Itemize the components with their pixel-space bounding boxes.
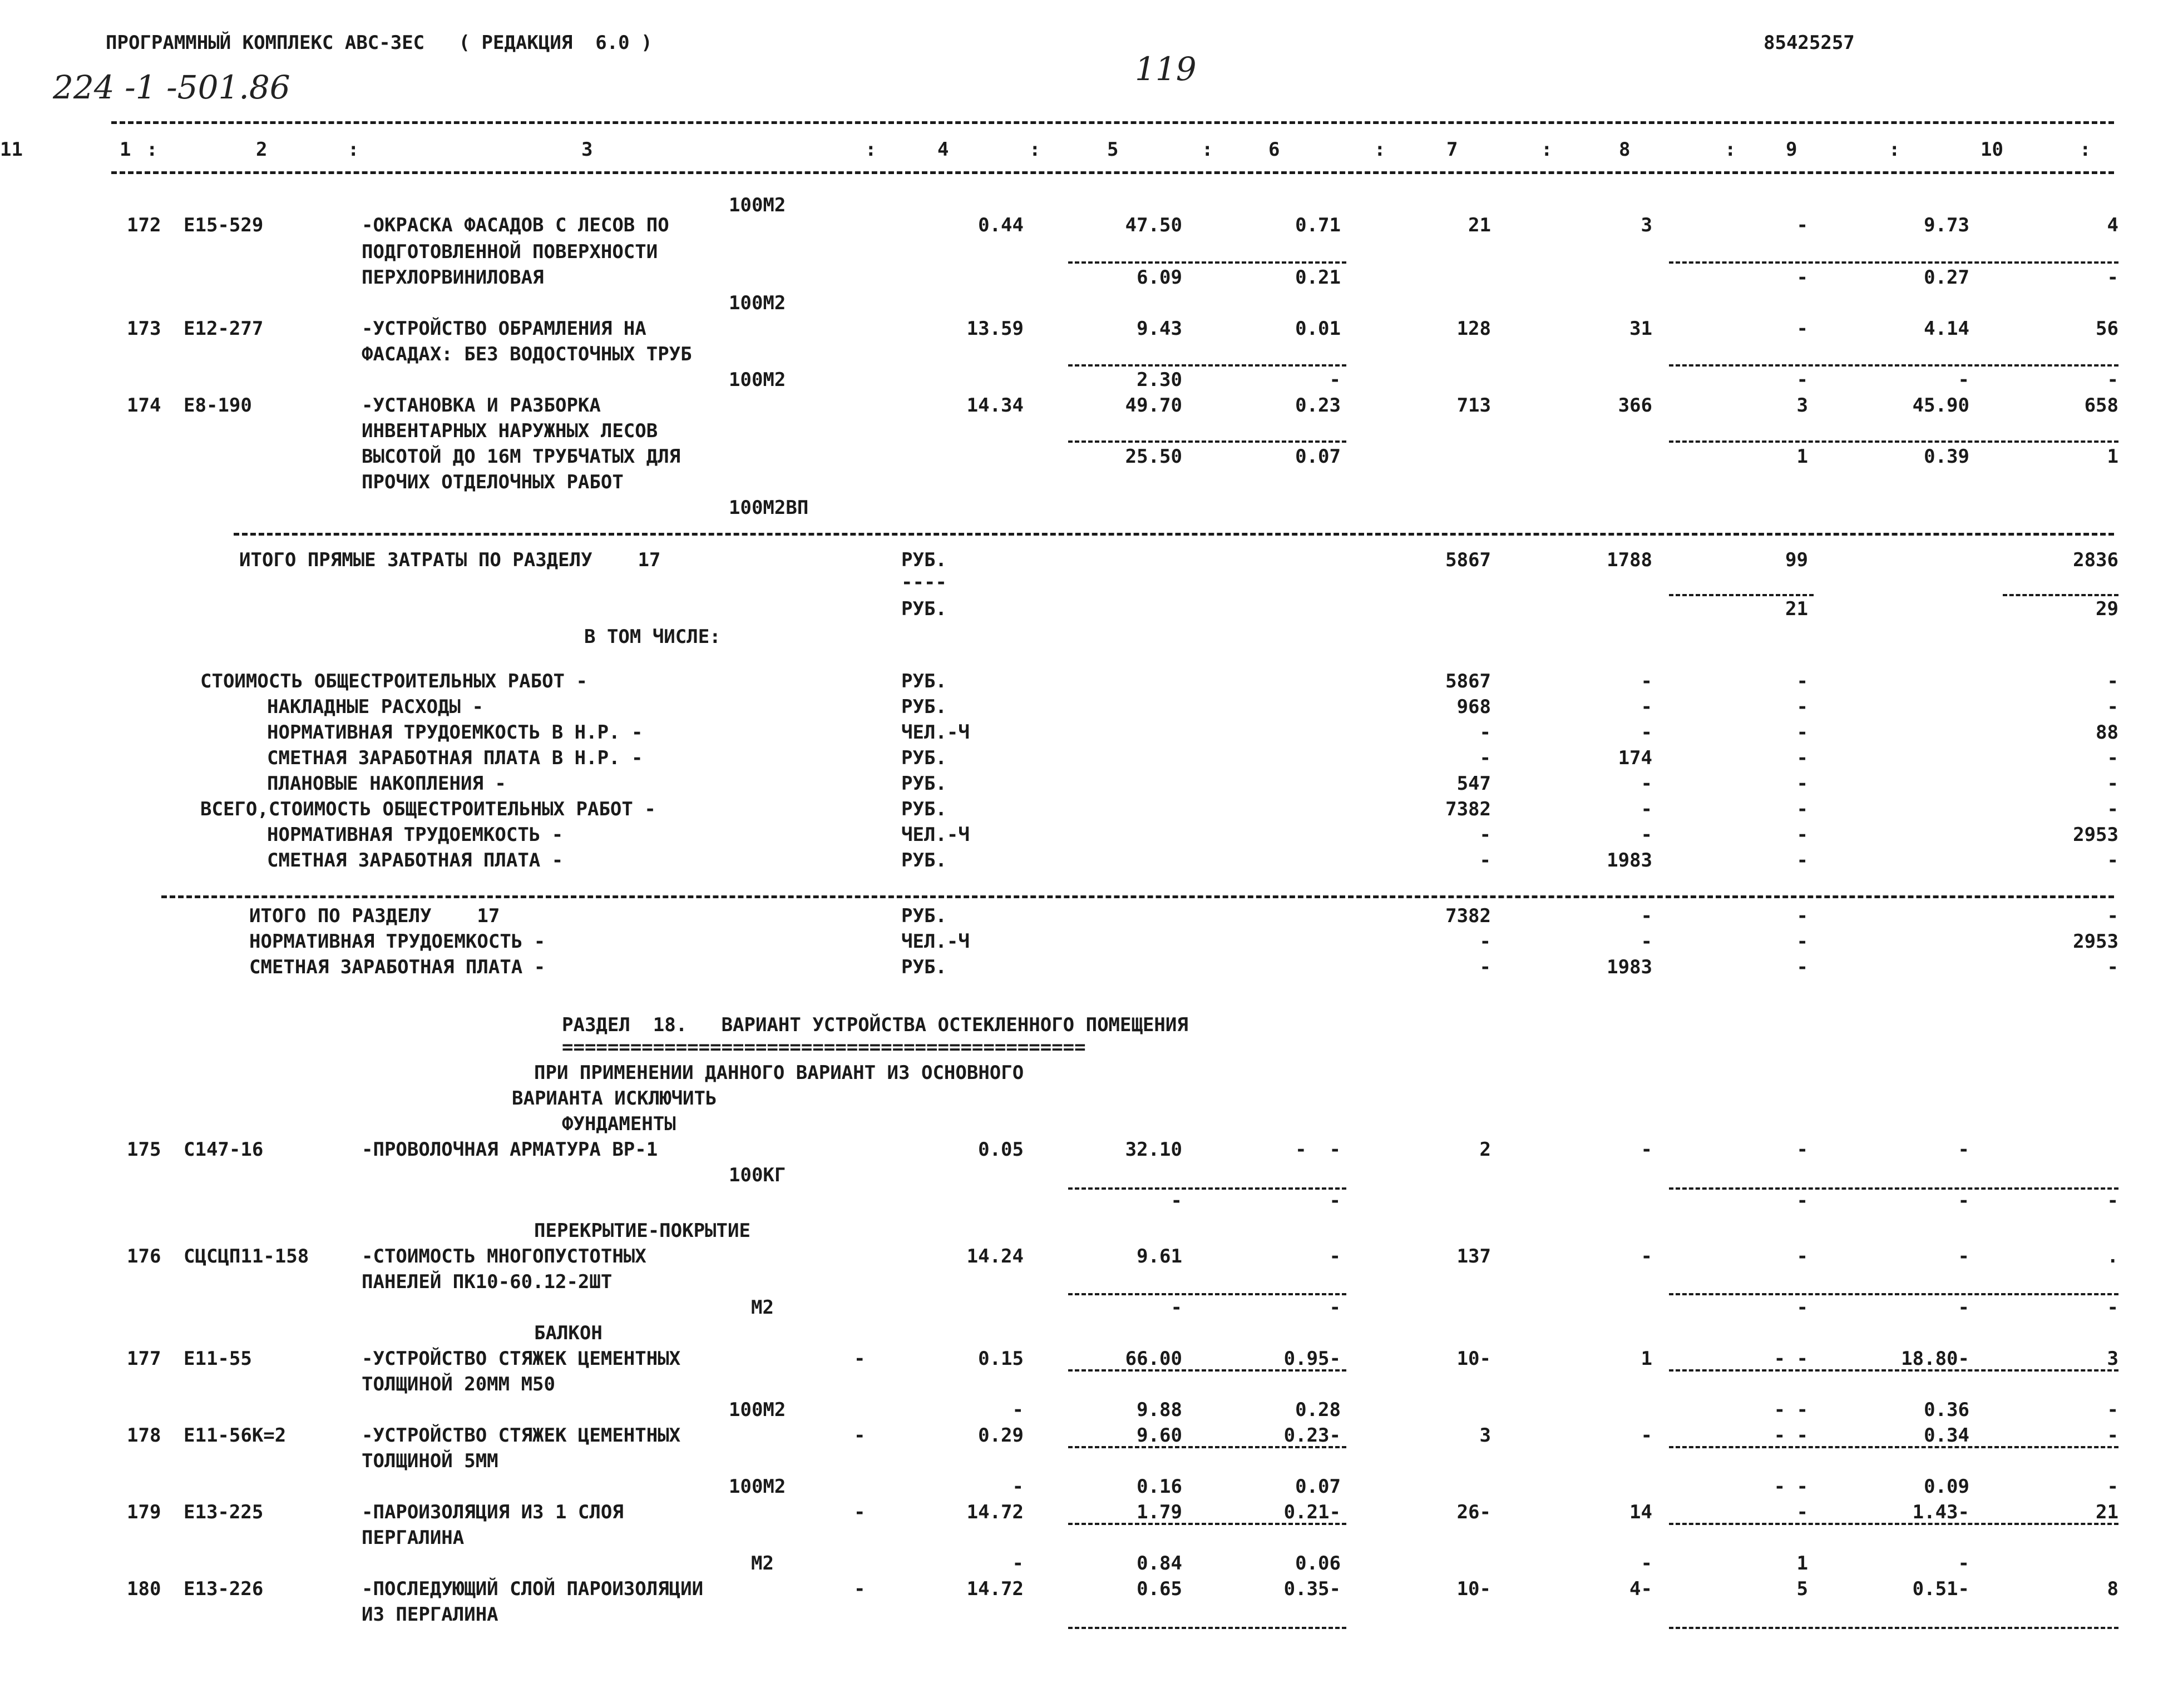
- cell-c2: СЦСЦП11-158: [184, 1245, 309, 1268]
- dashed-separator: [1068, 1369, 1346, 1372]
- cell-c3b: -: [854, 1348, 866, 1370]
- cell-c6: 0.07: [1295, 445, 1341, 468]
- cell-c3: М2: [751, 1552, 774, 1575]
- cell-c6: 0.21: [1295, 266, 1341, 289]
- column-header-cell: 1: [120, 138, 131, 161]
- cell-c6: 0.07: [1295, 1476, 1341, 1498]
- cell-c3b: -: [854, 1578, 866, 1600]
- column-header-cell: :: [1202, 138, 1213, 161]
- cell-c11: -: [2107, 1399, 2118, 1421]
- page-number: 119: [1135, 50, 1197, 88]
- cell-c10: 0.39: [1924, 445, 1969, 468]
- cell-c5: -: [1171, 1190, 1182, 1212]
- cell-c8: 1788: [1607, 549, 1652, 571]
- cell-c10: 18.80-: [1901, 1348, 1969, 1370]
- cell-c3: М2: [751, 1296, 774, 1319]
- cell-c7: 2: [1479, 1138, 1491, 1161]
- cell-c7: 137: [1456, 1245, 1491, 1268]
- cell-c4: -: [1012, 1552, 1024, 1575]
- column-header-cell: 6: [1268, 138, 1280, 161]
- cell-c5: 6.09: [1137, 266, 1182, 289]
- cell-c9: -: [1796, 747, 1808, 769]
- cell-c11: -: [2107, 956, 2118, 978]
- cell-c3: ВЫСОТОЙ ДО 16М ТРУБЧАТЫХ ДЛЯ: [362, 445, 681, 468]
- summary-label: ИТОГО ПО РАЗДЕЛУ 17: [249, 905, 500, 927]
- cell-c9: 21: [1785, 598, 1808, 620]
- cell-c10: 0.09: [1924, 1476, 1969, 1498]
- summary-label: ВСЕГО,СТОИМОСТЬ ОБЩЕСТРОИТЕЛЬНЫХ РАБОТ -: [200, 798, 656, 820]
- cell-c6: -: [1329, 1245, 1341, 1268]
- cell-c9: -: [1796, 318, 1808, 340]
- column-header-cell: :: [1374, 138, 1386, 161]
- summary-label: ВАРИАНТА ИСКЛЮЧИТЬ: [512, 1087, 717, 1110]
- dashed-separator: [1669, 1627, 2118, 1629]
- unit-cell: ЧЕЛ.-Ч: [901, 930, 970, 953]
- cell-c3: 100М2: [729, 1476, 786, 1498]
- column-header-cell: :: [146, 138, 158, 161]
- cell-c5: 0.16: [1137, 1476, 1182, 1498]
- cell-c9: 3: [1796, 394, 1808, 417]
- column-header-cell: 5: [1107, 138, 1119, 161]
- summary-label: НОРМАТИВНАЯ ТРУДОЕМКОСТЬ В Н.Р. -: [267, 721, 643, 744]
- cell-c3: ПЕРХЛОРВИНИЛОВАЯ: [362, 266, 544, 289]
- cell-c11: 4: [2107, 214, 2118, 236]
- cell-c2: Е12-277: [184, 318, 264, 340]
- cell-c7: -: [1479, 721, 1491, 744]
- cell-c10: -: [1958, 1245, 1969, 1268]
- summary-label: ПРИ ПРИМЕНЕНИИ ДАННОГО ВАРИАНТ ИЗ ОСНОВНОГО: [534, 1062, 1024, 1084]
- summary-label: СМЕТНАЯ ЗАРАБОТНАЯ ПЛАТА -: [267, 849, 564, 872]
- cell-c3: ТОЛЩИНОЙ 20ММ М50: [362, 1373, 555, 1395]
- cell-c4: 0.15: [978, 1348, 1024, 1370]
- cell-c6: 0.23-: [1283, 1424, 1341, 1447]
- cell-c1: 176: [127, 1245, 161, 1268]
- cell-c9: -: [1796, 696, 1808, 718]
- cell-c11: 88: [2096, 721, 2118, 744]
- cell-c11: 2836: [2073, 549, 2118, 571]
- cell-c8: 14: [1629, 1501, 1652, 1523]
- cell-c11: -: [2107, 1424, 2118, 1447]
- cell-c7: 5867: [1445, 549, 1491, 571]
- program-title: ПРОГРАММНЫЙ КОМПЛЕКС АВС-ЗЕС ( РЕДАКЦИЯ 6.0 ): [106, 32, 653, 54]
- cell-c2: С147-16: [184, 1138, 264, 1161]
- cell-c5: 32.10: [1125, 1138, 1182, 1161]
- cell-c8: -: [1641, 930, 1652, 953]
- cell-c11: 2953: [2073, 824, 2118, 846]
- cell-c7: -: [1479, 930, 1491, 953]
- cell-c7: 10-: [1456, 1578, 1491, 1600]
- cell-c8: 174: [1618, 747, 1652, 769]
- cell-c3: 100М2: [729, 292, 786, 314]
- cell-c9: -: [1796, 266, 1808, 289]
- column-header-cell: 2: [256, 138, 268, 161]
- column-header-cell: :: [865, 138, 877, 161]
- cell-c7: 968: [1456, 696, 1491, 718]
- cell-c9: -: [1796, 930, 1808, 953]
- column-header-cell: 11: [0, 138, 23, 161]
- cell-c8: -: [1641, 1552, 1652, 1575]
- unit-cell: РУБ.: [901, 798, 947, 820]
- cell-c8: -: [1641, 1424, 1652, 1447]
- cell-c9: -: [1796, 824, 1808, 846]
- cell-c9: 99: [1785, 549, 1808, 571]
- cell-c5: 2.30: [1137, 369, 1182, 391]
- cell-c3b: -: [854, 1501, 866, 1523]
- cell-c7: 128: [1456, 318, 1491, 340]
- cell-c8: 1983: [1607, 849, 1652, 872]
- dashed-separator: [1669, 1523, 2118, 1525]
- cell-c5: 9.60: [1137, 1424, 1182, 1447]
- dashed-separator: [1669, 261, 2118, 264]
- dashed-separator: [2003, 594, 2118, 596]
- cell-c2: Е13-225: [184, 1501, 264, 1523]
- cell-c7: -: [1479, 956, 1491, 978]
- column-header-cell: :: [1725, 138, 1736, 161]
- cell-c6: 0.28: [1295, 1399, 1341, 1421]
- cell-c6: 0.35-: [1283, 1578, 1341, 1600]
- cell-c11: 2953: [2073, 930, 2118, 953]
- cell-c3b: -: [854, 1424, 866, 1447]
- dashed-separator: [1068, 1627, 1346, 1629]
- unit-cell: РУБ.: [901, 773, 947, 795]
- summary-label: НОРМАТИВНАЯ ТРУДОЕМКОСТЬ -: [267, 824, 564, 846]
- cell-c5: 9.43: [1137, 318, 1182, 340]
- cell-c1: 177: [127, 1348, 161, 1370]
- cell-c3: -УСТРОЙСТВО СТЯЖЕК ЦЕМЕНТНЫХ: [362, 1424, 681, 1447]
- summary-label: ПЕРЕКРЫТИЕ-ПОКРЫТИЕ: [534, 1220, 750, 1242]
- cell-c11: 1: [2107, 445, 2118, 468]
- section-end-rule: [161, 895, 2114, 898]
- cell-c6: - -: [1295, 1138, 1341, 1161]
- cell-c8: -: [1641, 696, 1652, 718]
- cell-c4: 14.24: [966, 1245, 1024, 1268]
- cell-c9: -: [1796, 369, 1808, 391]
- dashed-separator: [1669, 594, 1814, 596]
- dashed-separator: [1669, 364, 2118, 367]
- cell-c3: ИНВЕНТАРНЫХ НАРУЖНЫХ ЛЕСОВ: [362, 420, 658, 442]
- cell-c10: -: [1958, 1552, 1969, 1575]
- cell-c9: -: [1796, 670, 1808, 692]
- column-header-cell: :: [1541, 138, 1553, 161]
- cell-c5: 25.50: [1125, 445, 1182, 468]
- cell-c1: 172: [127, 214, 161, 236]
- cell-c6: 0.06: [1295, 1552, 1341, 1575]
- cell-c9: 1: [1796, 1552, 1808, 1575]
- cell-c8: 3: [1641, 214, 1652, 236]
- cell-c8: -: [1641, 721, 1652, 744]
- cell-c10: 9.73: [1924, 214, 1969, 236]
- cell-c7: -: [1479, 824, 1491, 846]
- cell-c11: 658: [2084, 394, 2118, 417]
- dashed-separator: [1068, 1523, 1346, 1525]
- cell-c5: 66.00: [1125, 1348, 1182, 1370]
- cell-c3: -УСТРОЙСТВО СТЯЖЕК ЦЕМЕНТНЫХ: [362, 1348, 681, 1370]
- column-header-cell: 7: [1446, 138, 1458, 161]
- cell-c8: 1983: [1607, 956, 1652, 978]
- cell-c3: ПЕРГАЛИНА: [362, 1527, 465, 1549]
- cell-c9: -: [1796, 773, 1808, 795]
- cell-c11: -: [2107, 1476, 2118, 1498]
- summary-label: НОРМАТИВНАЯ ТРУДОЕМКОСТЬ -: [249, 930, 546, 953]
- unit-cell: ЧЕЛ.-Ч: [901, 721, 970, 744]
- cell-c10: 1.43-: [1912, 1501, 1969, 1523]
- cell-c11: 8: [2107, 1578, 2118, 1600]
- cell-c2: Е13-226: [184, 1578, 264, 1600]
- cell-c1: 180: [127, 1578, 161, 1600]
- column-header-cell: 8: [1619, 138, 1631, 161]
- cell-c11: -: [2107, 369, 2118, 391]
- unit-cell: РУБ.: [901, 670, 947, 692]
- cell-c11: -: [2107, 849, 2118, 872]
- cell-c3: -ПРОВОЛОЧНАЯ АРМАТУРА ВР-1: [362, 1138, 658, 1161]
- dashed-separator: [1068, 440, 1346, 443]
- cell-c9: -: [1796, 1501, 1808, 1523]
- cell-c3: -ПАРОИЗОЛЯЦИЯ ИЗ 1 СЛОЯ: [362, 1501, 624, 1523]
- cell-c3: -ПОСЛЕДУЮЩИЙ СЛОЙ ПАРОИЗОЛЯЦИИ: [362, 1578, 704, 1600]
- cell-c8: 1: [1641, 1348, 1652, 1370]
- cell-c10: 4.14: [1924, 318, 1969, 340]
- cell-c11: 3: [2107, 1348, 2118, 1370]
- cell-c3: ПОДГОТОВЛЕННОЙ ПОВЕРХНОСТИ: [362, 241, 658, 263]
- cell-c8: 31: [1629, 318, 1652, 340]
- handwritten-code: 224 -1 -501.86: [53, 68, 290, 106]
- cell-c11: 29: [2096, 598, 2118, 620]
- cell-c10: -: [1958, 369, 1969, 391]
- cell-c10: 0.27: [1924, 266, 1969, 289]
- cell-c9: -: [1796, 905, 1808, 927]
- cell-c9: -: [1796, 1190, 1808, 1212]
- unit-cell: РУБ.: [901, 905, 947, 927]
- cell-c11: -: [2107, 747, 2118, 769]
- cell-c3: -ОКРАСКА ФАСАДОВ С ЛЕСОВ ПО: [362, 214, 669, 236]
- unit-cell: РУБ.: [901, 549, 947, 571]
- cell-c9: - -: [1774, 1476, 1808, 1498]
- cell-c11: -: [2107, 1190, 2118, 1212]
- cell-c9: -: [1796, 849, 1808, 872]
- cell-c6: 0.01: [1295, 318, 1341, 340]
- cell-c9: -: [1796, 721, 1808, 744]
- cell-c5: -: [1171, 1296, 1182, 1319]
- cell-c9: -: [1796, 798, 1808, 820]
- dashed-separator: [1068, 1446, 1346, 1448]
- cell-c8: -: [1641, 1138, 1652, 1161]
- cell-c6: 0.71: [1295, 214, 1341, 236]
- cell-c11: 21: [2096, 1501, 2118, 1523]
- cell-c3: 100М2: [729, 369, 786, 391]
- cell-c1: 178: [127, 1424, 161, 1447]
- cell-c8: -: [1641, 1245, 1652, 1268]
- cell-c11: -: [2107, 696, 2118, 718]
- cell-c3: ПАНЕЛЕЙ ПК10-60.12-2ШТ: [362, 1271, 613, 1293]
- cell-c10: 45.90: [1912, 394, 1969, 417]
- cell-c9: - -: [1774, 1424, 1808, 1447]
- unit-cell: РУБ.: [901, 696, 947, 718]
- cell-c10: -: [1958, 1296, 1969, 1319]
- cell-c6: 0.95-: [1283, 1348, 1341, 1370]
- cell-c2: Е8-190: [184, 394, 252, 417]
- cell-c7: 7382: [1445, 798, 1491, 820]
- unit-cell: ----: [901, 571, 947, 593]
- cell-c10: 0.51-: [1912, 1578, 1969, 1600]
- cell-c7: 7382: [1445, 905, 1491, 927]
- cell-c7: 713: [1456, 394, 1491, 417]
- cell-c6: -: [1329, 1296, 1341, 1319]
- cell-c5: 47.50: [1125, 214, 1182, 236]
- cell-c2: Е15-529: [184, 214, 264, 236]
- cell-c4: -: [1012, 1476, 1024, 1498]
- header-bottom-rule: [111, 171, 2114, 174]
- summary-label: СМЕТНАЯ ЗАРАБОТНАЯ ПЛАТА -: [249, 956, 546, 978]
- unit-cell: ЧЕЛ.-Ч: [901, 824, 970, 846]
- column-header-cell: :: [348, 138, 359, 161]
- cell-c11: -: [2107, 773, 2118, 795]
- cell-c10: -: [1958, 1138, 1969, 1161]
- column-header-cell: :: [1029, 138, 1041, 161]
- unit-cell: РУБ.: [901, 956, 947, 978]
- column-header-cell: :: [2080, 138, 2091, 161]
- cell-c2: Е11-55: [184, 1348, 252, 1370]
- cell-c5: 9.88: [1137, 1399, 1182, 1421]
- cell-c10: 0.34: [1924, 1424, 1969, 1447]
- cell-c7: 10-: [1456, 1348, 1491, 1370]
- cell-c7: 3: [1479, 1424, 1491, 1447]
- cell-c3: 100М2ВП: [729, 497, 809, 519]
- cell-c4: 14.34: [966, 394, 1024, 417]
- cell-c8: -: [1641, 670, 1652, 692]
- cell-c8: -: [1641, 773, 1652, 795]
- cell-c1: 174: [127, 394, 161, 417]
- column-header-cell: :: [1889, 138, 1900, 161]
- cell-c3: 100М2: [729, 194, 786, 216]
- column-header-cell: 3: [581, 138, 593, 161]
- cell-c8: 366: [1618, 394, 1652, 417]
- cell-c3: 100М2: [729, 1399, 786, 1421]
- summary-label: ==============================================: [562, 1036, 1086, 1058]
- cell-c8: -: [1641, 824, 1652, 846]
- cell-c11: -: [2107, 798, 2118, 820]
- cell-c9: -: [1796, 214, 1808, 236]
- cell-c5: 0.65: [1137, 1578, 1182, 1600]
- dashed-separator: [1068, 364, 1346, 367]
- cell-c3: -СТОИМОСТЬ МНОГОПУСТОТНЫХ: [362, 1245, 646, 1268]
- cell-c7: 26-: [1456, 1501, 1491, 1523]
- cell-c11: -: [2107, 905, 2118, 927]
- cell-c6: 0.21-: [1283, 1501, 1341, 1523]
- dashed-separator: [1068, 1187, 1346, 1190]
- cell-c11: -: [2107, 1296, 2118, 1319]
- cell-c11: -: [2107, 266, 2118, 289]
- cell-c6: -: [1329, 369, 1341, 391]
- unit-cell: РУБ.: [901, 849, 947, 872]
- cell-c6: -: [1329, 1190, 1341, 1212]
- column-header-cell: 10: [1981, 138, 2003, 161]
- dashed-separator: [1669, 1293, 2118, 1295]
- cell-c9: -: [1796, 1296, 1808, 1319]
- summary-label: ПЛАНОВЫЕ НАКОПЛЕНИЯ -: [267, 773, 506, 795]
- cell-c7: 5867: [1445, 670, 1491, 692]
- cell-c4: 13.59: [966, 318, 1024, 340]
- summary-label: ИТОГО ПРЯМЫЕ ЗАТРАТЫ ПО РАЗДЕЛУ 17: [239, 549, 661, 571]
- cell-c7: -: [1479, 747, 1491, 769]
- cell-c7: -: [1479, 849, 1491, 872]
- cell-c3: -УСТРОЙСТВО ОБРАМЛЕНИЯ НА: [362, 318, 646, 340]
- cell-c10: 0.36: [1924, 1399, 1969, 1421]
- summary-label: НАКЛАДНЫЕ РАСХОДЫ -: [267, 696, 483, 718]
- cell-c8: -: [1641, 905, 1652, 927]
- cell-c3: ТОЛЩИНОЙ 5ММ: [362, 1450, 498, 1472]
- dashed-separator: [1669, 1369, 2118, 1372]
- column-header-cell: 9: [1786, 138, 1797, 161]
- dashed-separator: [1068, 1293, 1346, 1295]
- cell-c11: .: [2107, 1245, 2118, 1268]
- cell-c5: 9.61: [1137, 1245, 1182, 1268]
- cell-c4: -: [1012, 1399, 1024, 1421]
- cell-c9: - -: [1774, 1348, 1808, 1370]
- document-code: 85425257: [1764, 32, 1855, 54]
- summary-label: БАЛКОН: [534, 1322, 603, 1344]
- unit-cell: РУБ.: [901, 747, 947, 769]
- cell-c4: 14.72: [966, 1501, 1024, 1523]
- cell-c5: 0.84: [1137, 1552, 1182, 1575]
- cell-c8: -: [1641, 798, 1652, 820]
- summary-label: СТОИМОСТЬ ОБЩЕСТРОИТЕЛЬНЫХ РАБОТ -: [200, 670, 587, 692]
- cell-c11: 56: [2096, 318, 2118, 340]
- column-header-cell: 4: [937, 138, 949, 161]
- cell-c8: 4-: [1629, 1578, 1652, 1600]
- dashed-separator: [1669, 1187, 2118, 1190]
- cell-c7: 21: [1468, 214, 1491, 236]
- cell-c4: 0.29: [978, 1424, 1024, 1447]
- cell-c5: 49.70: [1125, 394, 1182, 417]
- cell-c3: -УСТАНОВКА И РАЗБОРКА: [362, 394, 601, 417]
- cell-c11: -: [2107, 670, 2118, 692]
- section-total-rule: [234, 533, 2114, 536]
- cell-c4: 0.05: [978, 1138, 1024, 1161]
- cell-c7: 547: [1456, 773, 1491, 795]
- cell-c5: 1.79: [1137, 1501, 1182, 1523]
- cell-c1: 179: [127, 1501, 161, 1523]
- top-rule: [111, 121, 2114, 124]
- summary-label: РАЗДЕЛ 18. ВАРИАНТ УСТРОЙСТВА ОСТЕКЛЕННОГО ПОМЕЩЕНИЯ: [562, 1014, 1188, 1036]
- cell-c4: 0.44: [978, 214, 1024, 236]
- cell-c1: 175: [127, 1138, 161, 1161]
- cell-c9: -: [1796, 956, 1808, 978]
- dashed-separator: [1669, 1446, 2118, 1448]
- summary-label: ФУНДАМЕНТЫ: [562, 1113, 676, 1135]
- cell-c9: -: [1796, 1245, 1808, 1268]
- cell-c9: - -: [1774, 1399, 1808, 1421]
- summary-label: В ТОМ ЧИСЛЕ:: [584, 626, 721, 648]
- cell-c2: Е11-56К=2: [184, 1424, 287, 1447]
- cell-c4: 14.72: [966, 1578, 1024, 1600]
- cell-c3: 100КГ: [729, 1164, 786, 1186]
- cell-c3: ФАСАДАХ: БЕЗ ВОДОСТОЧНЫХ ТРУБ: [362, 343, 692, 365]
- dashed-separator: [1669, 440, 2118, 443]
- cell-c9: -: [1796, 1138, 1808, 1161]
- cell-c3: ИЗ ПЕРГАЛИНА: [362, 1603, 498, 1626]
- cell-c3: ПРОЧИХ ОТДЕЛОЧНЫХ РАБОТ: [362, 471, 624, 493]
- dashed-separator: [1068, 261, 1346, 264]
- cell-c10: -: [1958, 1190, 1969, 1212]
- cell-c9: 1: [1796, 445, 1808, 468]
- cell-c1: 173: [127, 318, 161, 340]
- cell-c9: 5: [1796, 1578, 1808, 1600]
- unit-cell: РУБ.: [901, 598, 947, 620]
- cell-c6: 0.23: [1295, 394, 1341, 417]
- summary-label: СМЕТНАЯ ЗАРАБОТНАЯ ПЛАТА В Н.Р. -: [267, 747, 643, 769]
